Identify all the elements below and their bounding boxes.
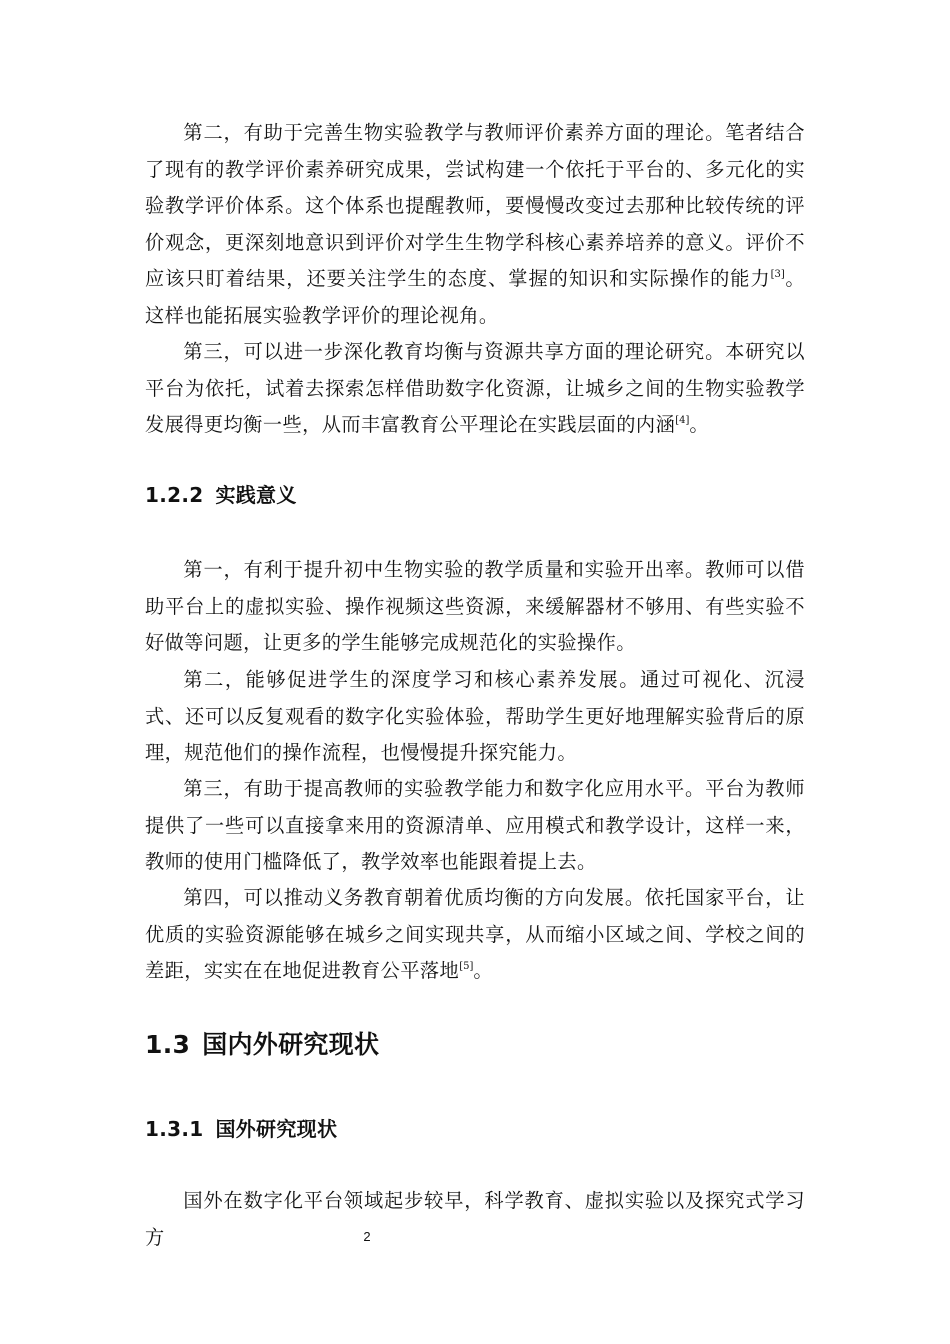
- paragraph-practice-first: 第一，有利于提升初中生物实验的教学质量和实验开出率。教师可以借助平台上的虚拟实验、操作视频这些资源，来缓解器材不够用、有些实验不好做等问题，让更多的学生能够完成规范化的实验操作。: [145, 558, 805, 654]
- paragraph-text: 第二，有助于完善生物实验教学与教师评价素养方面的理论。笔者结合了现有的教学评价素养研究成果，尝试构建一个依托于平台的、多元化的实验教学评价体系。这个体系也提醒教师，要慢慢改变过去那种比较传统的评价观念，更深刻地意识到评价对学生生物学科核心素养培养的意义。评价不应该只盯着结果，还要关注学生的态度、掌握的知识和实际操作的能力: [145, 121, 805, 290]
- paragraph-theory-second: [145, 115, 805, 334]
- section-heading-1-2-2: [145, 480, 297, 510]
- section-title: 实践意义: [215, 483, 297, 507]
- section-heading-1-3-1: [145, 1114, 337, 1144]
- section-title: 国内外研究现状: [202, 1030, 380, 1059]
- paragraph-tail: 。: [473, 959, 494, 982]
- section-number: 1.3: [145, 1030, 191, 1059]
- paragraph-tail: 。这样也能拓展实验教学评价的理论视角。: [145, 267, 805, 327]
- section-heading-1-3: [145, 1028, 379, 1062]
- paragraph-text: 第四，可以推动义务教育朝着优质均衡的方向发展。依托国家平台，让优质的实验资源能够在城乡之间实现共享，从而缩小区域之间、学校之间的差距，实实在在地促进教育公平落地: [145, 886, 805, 982]
- page-number: 2: [363, 1229, 371, 1244]
- section-number: 1.2.2: [145, 483, 204, 507]
- paragraph-practice-third: 第三，有助于提高教师的实验教学能力和数字化应用水平。平台为教师提供了一些可以直接拿来用的资源清单、应用模式和教学设计，这样一来，教师的使用门槛降低了，教学效率也能跟着提上去。: [145, 777, 805, 873]
- citation-ref: [5]: [459, 961, 474, 972]
- citation-ref: [3]: [770, 269, 785, 280]
- citation-ref: [4]: [675, 415, 690, 426]
- section-number: 1.3.1: [145, 1117, 204, 1141]
- paragraph-theory-third: [145, 334, 805, 444]
- paragraph-text: 第三，可以进一步深化教育均衡与资源共享方面的理论研究。本研究以平台为依托，试着去探索怎样借助数字化资源，让城乡之间的生物实验教学发展得更均衡一些，从而丰富教育公平理论在实践层面的内涵: [145, 340, 805, 436]
- section-title: 国外研究现状: [215, 1117, 338, 1141]
- paragraph-foreign-first: 国外在数字化平台领域起步较早，科学教育、虚拟实验以及探究式学习方: [145, 1189, 805, 1249]
- paragraph-practice-fourth: [145, 880, 805, 990]
- paragraph-tail: 。: [689, 413, 710, 436]
- paragraph-practice-second: 第二，能够促进学生的深度学习和核心素养发展。通过可视化、沉浸式、还可以反复观看的数字化实验体验，帮助学生更好地理解实验背后的原理，规范他们的操作流程，也慢慢提升探究能力。: [145, 668, 805, 764]
